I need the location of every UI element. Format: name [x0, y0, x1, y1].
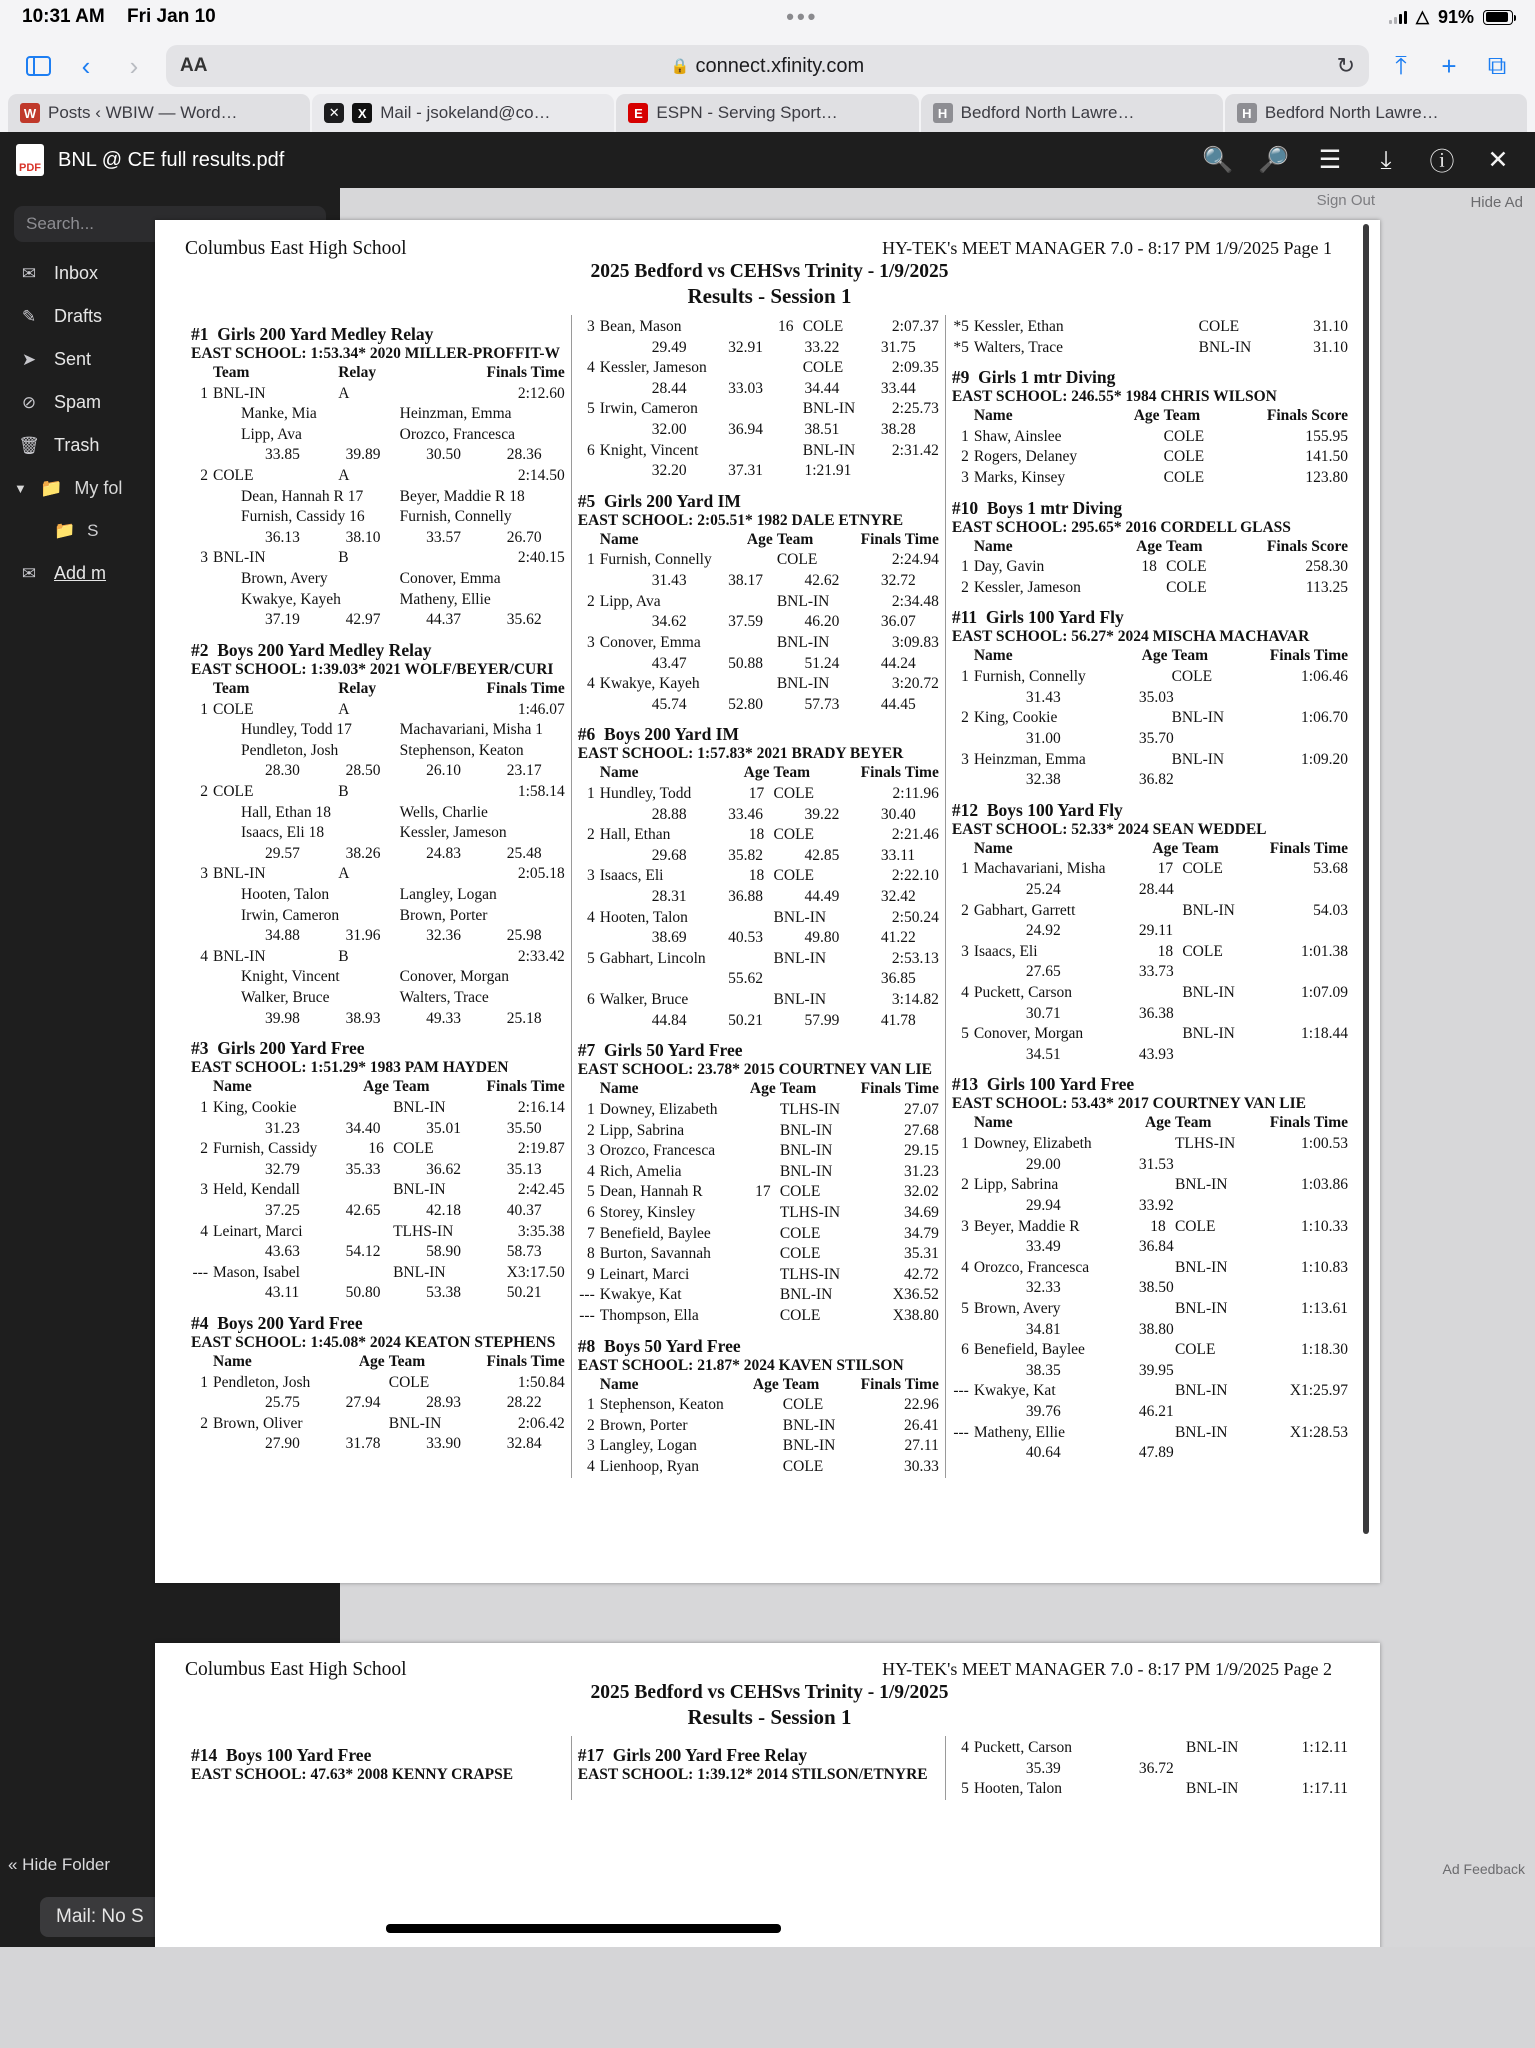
sidebar-item-label: Spam [54, 392, 102, 412]
table-row: 3 BNL-IN A 2:05.18 [200, 865, 565, 883]
table-row: Dean, Hannah R 17 Beyer, Maddie R 18 [241, 487, 525, 505]
share-button[interactable]: ⤒ [1395, 50, 1407, 80]
table-row: 2 Brown, Oliver BNL-IN 2:06.42 [200, 1414, 565, 1432]
doc-column-2 [571, 315, 945, 1478]
table-row: 2 Hall, Ethan 18 COLE 2:21.46 [587, 826, 939, 844]
tab-wbiw[interactable] [8, 94, 310, 132]
table-row: --- Kwakye, Kat BNL-IN X36.52 [579, 1286, 939, 1304]
results-document [155, 220, 1380, 1583]
doc2-column-2 [571, 1736, 945, 1800]
table-row: 35.39 36.72 [1025, 1759, 1174, 1777]
table-row: 9 Leinart, Marci TLHS-IN 42.72 [587, 1265, 939, 1283]
event-heading: #5 Girls 200 Yard IM [577, 490, 741, 511]
event-table-3: Name Age Team Finals Time 1 King, Cookie BNL-IN 2:16.14 31.23 34.40 35.01 35.50 2 Furnish, Cassidy 16 COLE 2:19.87 32.79 35.33 36.62 35.13 3 Held, Kendall BNL-IN 2:42.45 37.25 42.65 42.18 40.37 4 Leinart, Marci TLHS-IN 3:35.38 43.63 54.12 58.90 58.73 --- Mason, Isabel BNL-IN X3:17.50 43.11 50.80 53.38 50.21 [191, 1077, 565, 1304]
table-row: Hall, Ethan 18 Wells, Charlie [241, 803, 488, 821]
event-heading: #6 Boys 200 Yard IM [577, 724, 739, 745]
event-table-4-continued [578, 317, 939, 482]
event-heading: #9 Girls 1 mtr Diving [951, 367, 1116, 388]
table-row: 5 Hooten, Talon BNL-IN 1:17.11 [961, 1780, 1348, 1798]
event-table-2: Team Relay Finals Time 1 COLE A 1:46.07 Hundley, Todd 17 Machavariani, Misha 1 Pendleton, Josh Stephenson, Keaton 28.30 28.50 26.10 23.17 2 COLE B 1:58.14 Hall, Ethan 18 Wells, Charlie Isaacs, Eli 18 Kessler, Jameson 29.57 38.26 24.83 25.48 3 BNL-IN A 2:05.18 Hooten, Talon Langley, Logan Irwin, Cameron Brown, Porter 34.88 31.96 32.36 25.98 4 BNL-IN B 2:33.42 Knight, Vincent Conover, Morgan Walker, Bruce Walters, Trace 39.98 38.93 49.33 25.18 [191, 679, 565, 1029]
status-bar [0, 0, 1535, 34]
search-placeholder: Search... [26, 214, 95, 233]
table-row: 28.30 28.50 26.10 23.17 [265, 762, 542, 780]
table-row: 2 Lipp, Sabrina BNL-IN 27.68 [587, 1121, 939, 1139]
menu-icon[interactable]: ☰ [1318, 146, 1342, 174]
event-table-1: Team Relay Finals Time 1 BNL-IN A 2:12.60 Manke, Mia Heinzman, Emma Lipp, Ava Orozco, Francesca 33.85 39.89 30.50 28.36 2 COLE A 2:14.50 Dean, Hannah R 17 Beyer, Maddie R 18 Furnish, Cassidy 16 Furnish, Connelly 36.13 38.10 33.57 26.70 3 BNL-IN B 2:40.15 Brown, Avery Conover, Emma Kwakye, Kayeh Matheny, Ellie 37.19 42.97 44.37 35.62 [191, 363, 565, 631]
address-bar[interactable] [166, 45, 1369, 87]
table-row: 27.90 31.78 33.90 32.84 [265, 1435, 542, 1453]
table-row: Lipp, Ava Orozco, Francesca [241, 425, 515, 443]
table-row: 43.63 54.12 58.90 58.73 [265, 1243, 542, 1261]
zoom-out-icon[interactable]: 🔍 [1202, 145, 1234, 174]
event-heading: #11 Girls 100 Yard Fly [951, 607, 1124, 628]
table-row: 29.68 35.82 42.85 33.11 [651, 846, 916, 864]
pdf-file-icon: PDF [16, 144, 44, 176]
table-row: 39.76 46.21 [1025, 1402, 1174, 1420]
table-row: 32.20 37.31 1:21.91 [651, 462, 852, 480]
event-table-4: Name Age Team Finals Time 1 Pendleton, Josh COLE 1:50.84 25.75 27.94 28.93 28.22 2 Brown, Oliver BNL-IN 2:06.42 27.90 31.78 33.90 32.84 [191, 1352, 565, 1455]
send-icon: ➤ [21, 349, 37, 369]
event-table-5: Name Age Team Finals Time 1 Furnish, Connelly COLE 2:24.94 31.43 38.17 42.62 32.72 2 Lipp, Ava BNL-IN 2:34.48 34.62 37.59 46.20 36.07 3 Conover, Emma BNL-IN 3:09.83 43.47 50.88 51.24 44.24 4 Kwakye, Kayeh BNL-IN 3:20.72 45.74 52.80 57.73 44.45 [578, 530, 939, 715]
table-row: 3 Langley, Logan BNL-IN 27.11 [587, 1437, 939, 1455]
pdf-page-2 [155, 1643, 1380, 1947]
session-title: Results - Session 1 [687, 1705, 852, 1729]
table-row: 4 BNL-IN B 2:33.42 [200, 947, 565, 965]
favicon-bnl: H [1237, 103, 1257, 123]
table-row: 38.35 39.95 [1025, 1361, 1174, 1379]
table-row: 4 Hooten, Talon BNL-IN 2:50.24 [587, 908, 939, 926]
dynamic-island-dots: ••• [786, 4, 819, 29]
table-row: 2 Lipp, Ava BNL-IN 2:34.48 [587, 592, 939, 610]
table-row: 34.88 31.96 32.36 25.98 [265, 927, 542, 945]
show-tabs-button[interactable]: ⧉ [1487, 50, 1507, 80]
table-row: 32.00 36.94 38.51 38.28 [651, 421, 916, 439]
tab-label: Mail - jsokeland@co… [380, 103, 551, 122]
table-row: 28.31 36.88 44.49 32.42 [651, 888, 916, 906]
table-row: 2 Brown, Porter BNL-IN 26.41 [587, 1416, 939, 1434]
pencil-icon: ✎ [21, 306, 37, 326]
event-record: EAST SCHOOL: 21.87* 2024 KAVEN STILSON [577, 1356, 904, 1374]
table-row: 34.81 38.80 [1025, 1320, 1174, 1338]
page-zoom-button[interactable]: AA [180, 55, 208, 76]
status-indicators [1389, 7, 1513, 28]
table-row: 1 Stephenson, Keaton COLE 22.96 [587, 1396, 939, 1414]
table-row: 24.92 29.11 [1025, 922, 1174, 940]
table-row: 1 BNL-IN A 2:12.60 [200, 384, 565, 402]
envelope-plus-icon: ✉ [21, 563, 37, 583]
table-row: 2 COLE A 2:14.50 [200, 467, 565, 485]
event-table-6: Name Age Team Finals Time 1 Hundley, Todd 17 COLE 2:11.96 28.88 33.46 39.22 30.40 2 Hall, Ethan 18 COLE 2:21.46 29.68 35.82 42.85 33.11 3 Isaacs, Eli 18 COLE 2:22.10 28.31 36.88 44.49 32.42 4 Hooten, Talon BNL-IN 2:50.24 38.69 40.53 49.80 41.22 5 Gabhart, Lincoln BNL-IN 2:53.13 55.62 36.85 6 Walker, Bruce BNL-IN 3:14.82 44.84 50.21 57.99 41.78 [578, 763, 939, 1031]
table-row: 29.00 31.53 [1025, 1155, 1174, 1173]
table-row: 1 Day, Gavin 18 COLE 258.30 [961, 558, 1348, 576]
table-row: 34.62 37.59 46.20 36.07 [651, 613, 916, 631]
wifi-icon: △ [1415, 7, 1429, 26]
envelope-icon: ✉ [21, 263, 37, 283]
sidebar-icon [26, 56, 51, 76]
table-row: 3 Bean, Mason 16 COLE 2:07.37 [587, 318, 939, 335]
event-record: EAST SCHOOL: 1:45.08* 2024 KEATON STEPHENS [191, 1333, 556, 1351]
table-row: 37.19 42.97 44.37 35.62 [265, 611, 542, 629]
ban-icon: ⊘ [21, 392, 37, 412]
table-row: 1 Downey, Elizabeth TLHS-IN 27.07 [587, 1100, 939, 1118]
status-date: Fri Jan 10 [127, 6, 216, 27]
status-center-dots [216, 6, 1389, 28]
table-row: 5 Irwin, Cameron BNL-IN 2:25.73 [587, 400, 939, 418]
table-row: 1 Furnish, Connelly COLE 2:24.94 [587, 551, 939, 569]
table-row: Manke, Mia Heinzman, Emma [241, 405, 512, 423]
meet-title: 2025 Bedford vs CEHSvs Trinity - 1/9/2025 [590, 1682, 949, 1703]
tab-label: ESPN - Serving Sport… [656, 103, 838, 122]
url-text-wrap [166, 55, 1369, 78]
table-row: 6 Knight, Vincent BNL-IN 2:31.42 [587, 441, 939, 459]
event-heading: #10 Boys 1 mtr Diving [951, 497, 1123, 518]
event-table-page2 [952, 1738, 1348, 1800]
school-name: Columbus East High School [185, 238, 407, 259]
event-record: EAST SCHOOL: 1:39.03* 2021 WOLF/BEYER/CURI [191, 660, 554, 678]
pdf-scrollbar[interactable] [1363, 224, 1369, 1534]
table-row: 45.74 52.80 57.73 44.45 [651, 695, 916, 713]
table-row: 31.43 38.17 42.62 32.72 [651, 572, 916, 590]
table-row: 5 Dean, Hannah R 17 COLE 32.02 [587, 1183, 939, 1201]
table-row: Kwakye, Kayeh Matheny, Ellie [241, 590, 491, 608]
pdf-file-name: BNL @ CE full results.pdf [58, 148, 285, 171]
table-row: 38.69 40.53 49.80 41.22 [651, 929, 916, 947]
event-record: EAST SCHOOL: 23.78* 2015 COURTNEY VAN LIE [577, 1061, 932, 1079]
event-heading: #17 Girls 200 Yard Free Relay [577, 1745, 808, 1765]
table-row: 31.23 34.40 35.01 35.50 [265, 1119, 542, 1137]
table-row: 2 COLE B 1:58.14 [200, 782, 565, 800]
table-row: 32.33 38.50 [1025, 1279, 1174, 1297]
table-row: 4 Puckett, Carson BNL-IN 1:07.09 [961, 984, 1348, 1002]
sidebar-item-label: Sent [54, 349, 92, 369]
table-row: 30.71 36.38 [1025, 1004, 1174, 1022]
tab-label: Bedford North Lawre… [960, 103, 1135, 122]
pdf-page-1 [155, 220, 1380, 1583]
forward-button[interactable]: › [129, 50, 139, 81]
event-record: EAST SCHOOL: 1:57.83* 2021 BRADY BEYER [577, 745, 904, 763]
url-text: connect.xfinity.com [695, 54, 865, 77]
table-row: 3 Heinzman, Emma BNL-IN 1:09.20 [961, 750, 1348, 768]
pdf-page-separator [386, 1924, 781, 1933]
table-row: 37.25 42.65 42.18 40.37 [265, 1201, 542, 1219]
zoom-in-icon[interactable]: 🔎 [1258, 145, 1290, 174]
new-tab-button[interactable]: + [1441, 50, 1457, 81]
event-record: EAST SCHOOL: 1:51.29* 1983 PAM HAYDEN [191, 1059, 509, 1077]
tab-mail[interactable] [312, 94, 614, 132]
status-time: 10:31 AM [22, 6, 105, 27]
table-row: Hooten, Talon Langley, Logan [241, 886, 497, 904]
table-row: 3 Marks, Kinsey COLE 123.80 [961, 469, 1348, 487]
event-heading: #12 Boys 100 Yard Fly [951, 799, 1123, 820]
browser-toolbar [0, 34, 1535, 94]
table-row: 7 Benefield, Baylee COLE 34.79 [587, 1224, 939, 1242]
table-row: 3 Orozco, Francesca BNL-IN 29.15 [587, 1142, 939, 1160]
doc2-column-3 [945, 1736, 1354, 1800]
battery-percent: 91% [1437, 6, 1474, 27]
table-row: 28.44 33.03 34.44 33.44 [651, 379, 916, 397]
table-row: 25.75 27.94 28.93 28.22 [265, 1394, 542, 1412]
table-row: --- Kwakye, Kat BNL-IN X1:25.97 [953, 1382, 1348, 1400]
sign-out-link[interactable]: Sign Out [1316, 192, 1375, 209]
back-button[interactable]: ‹ [81, 50, 91, 81]
table-row: --- Matheny, Ellie BNL-IN X1:28.53 [953, 1423, 1348, 1441]
event-heading: #3 Girls 200 Yard Free [191, 1038, 365, 1059]
sidebar-item-label: Inbox [54, 263, 99, 283]
table-row: 1 Shaw, Ainslee COLE 155.95 [961, 427, 1348, 445]
table-row: 5 Conover, Morgan BNL-IN 1:18.44 [961, 1025, 1348, 1043]
table-row: 4 Lienhoop, Ryan COLE 30.33 [587, 1458, 939, 1476]
event-record: EAST SCHOOL: 47.63* 2008 KENNY CRAPSE [191, 1766, 514, 1783]
favicon-mail: X [352, 103, 372, 123]
table-row: 2 Furnish, Cassidy 16 COLE 2:19.87 [200, 1140, 565, 1158]
table-row: 6 Benefield, Baylee COLE 1:18.30 [961, 1341, 1348, 1359]
table-row: 29.94 33.92 [1025, 1196, 1174, 1214]
school-name: Columbus East High School [185, 1659, 407, 1680]
event-record: EAST SCHOOL: 246.55* 1984 CHRIS WILSON [951, 388, 1277, 406]
table-row: 43.47 50.88 51.24 44.24 [651, 654, 916, 672]
table-row: Walker, Bruce Walters, Trace [241, 989, 489, 1007]
event-table-13: Name Age Team Finals Time 1 Downey, Elizabeth TLHS-IN 1:00.53 29.00 31.53 2 Lipp, Sabrina BNL-IN 1:03.86 29.94 33.92 3 Beyer, Maddie R 18 COLE 1:10.33 33.49 36.84 4 Orozco, Francesca BNL-IN 1:10.83 32.33 38.50 5 Brown, Avery BNL-IN 1:13.61 34.81 38.80 6 Benefield, Baylee COLE 1:18.30 38.35 39.95 --- Kwakye, Kat BNL-IN X1:25.97 39.76 46.21 --- Matheny, Ellie BNL-IN X1:28.53 40.64 47.89 [952, 1113, 1348, 1463]
table-row: 3 Isaacs, Eli 18 COLE 1:01.38 [961, 942, 1348, 960]
event-table-9: Name Age Team Finals Score 1 Shaw, Ainslee COLE 155.95 2 Rogers, Delaney COLE 141.50 3 Marks, Kinsey COLE 123.80 [952, 406, 1348, 488]
table-row: 2 Lipp, Sabrina BNL-IN 1:03.86 [961, 1176, 1348, 1194]
table-row: Isaacs, Eli 18 Kessler, Jameson [241, 824, 507, 842]
close-icon[interactable]: ✕ [324, 103, 344, 123]
meet-manager-header: HY-TEK's MEET MANAGER 7.0 - 8:17 PM 1/9/2025 Page 1 [882, 238, 1332, 258]
table-row: 1 Machavariani, Misha 17 COLE 53.68 [961, 860, 1348, 878]
meet-manager-header: HY-TEK's MEET MANAGER 7.0 - 8:17 PM 1/9/2025 Page 2 [882, 1659, 1332, 1679]
table-row: 1 Hundley, Todd 17 COLE 2:11.96 [587, 784, 939, 802]
table-row: 3 Beyer, Maddie R 18 COLE 1:10.33 [961, 1217, 1348, 1235]
session-title: Results - Session 1 [687, 284, 852, 308]
event-table-8: Name Age Team Finals Time 1 Stephenson, Keaton COLE 22.96 2 Brown, Porter BNL-IN 26.41 3 Langley, Logan BNL-IN 27.11 4 Lienhoop, Ryan COLE 30.33 [578, 1375, 939, 1478]
table-row: 2 Rogers, Delaney COLE 141.50 [961, 448, 1348, 466]
lock-icon: 🔒 [670, 58, 690, 75]
table-row: 4 Rich, Amelia BNL-IN 31.23 [587, 1162, 939, 1180]
event-heading: #14 Boys 100 Yard Free [191, 1745, 372, 1765]
table-row: 6 Storey, Kinsley TLHS-IN 34.69 [587, 1203, 939, 1221]
tab-label: Bedford North Lawre… [1264, 103, 1439, 122]
table-row: 34.51 43.93 [1025, 1045, 1174, 1063]
event-table-11: Name Age Team Finals Time 1 Furnish, Connelly COLE 1:06.46 31.43 35.03 2 King, Cookie BNL-IN 1:06.70 31.00 35.70 3 Heinzman, Emma BNL-IN 1:09.20 32.38 36.82 [952, 646, 1348, 790]
event-record: EAST SCHOOL: 52.33* 2024 SEAN WEDDEL [951, 820, 1267, 838]
tab-bnl-1[interactable] [921, 94, 1223, 132]
table-row: 29.49 32.91 33.22 31.75 [651, 338, 916, 356]
table-row: 33.49 36.84 [1025, 1238, 1174, 1256]
info-icon[interactable]: ⓘ [1429, 148, 1455, 176]
doc2-column-1 [185, 1736, 571, 1800]
chevron-down-icon[interactable]: ▼ [14, 481, 27, 496]
tab-label: Posts ‹ WBIW — Word… [48, 103, 238, 122]
event-heading: #4 Boys 200 Yard Free [191, 1312, 363, 1333]
reload-button[interactable]: ↻ [1336, 53, 1355, 78]
meet-title: 2025 Bedford vs CEHSvs Trinity - 1/9/2025 [590, 261, 949, 282]
sidebar-item-label: Trash [54, 435, 100, 455]
table-row: 5 Brown, Avery BNL-IN 1:13.61 [961, 1299, 1348, 1317]
pdf-toolbar [0, 132, 1535, 188]
event-record: EAST SCHOOL: 56.27* 2024 MISCHA MACHAVAR [951, 628, 1310, 646]
trash-icon: 🗑 [18, 435, 40, 455]
event-heading: #8 Boys 50 Yard Free [577, 1335, 741, 1356]
event-table-8-continued [952, 317, 1348, 358]
event-record: EAST SCHOOL: 2:05.51* 1982 DALE ETNYRE [577, 511, 904, 529]
table-row: 1 Pendleton, Josh COLE 1:50.84 [200, 1373, 565, 1391]
hide-folders-button[interactable]: « Hide Folder [8, 1855, 111, 1874]
table-row: Irwin, Cameron Brown, Porter [241, 906, 488, 924]
event-heading: #2 Boys 200 Yard Medley Relay [191, 639, 432, 660]
hide-ad-link[interactable]: Hide Ad [1470, 194, 1523, 211]
event-record: EAST SCHOOL: 1:53.34* 2020 MILLER-PROFFIT-W [191, 345, 561, 362]
table-row: 4 Leinart, Marci TLHS-IN 3:35.38 [200, 1222, 565, 1240]
event-record: EAST SCHOOL: 1:39.12* 2014 STILSON/ETNYRE [577, 1766, 928, 1783]
table-row: 4 Puckett, Carson BNL-IN 1:12.11 [961, 1739, 1348, 1756]
folder-icon: 📁 [54, 521, 76, 540]
table-row: 2 Gabhart, Garrett BNL-IN 54.03 [961, 901, 1348, 919]
close-icon[interactable]: ✕ [1487, 146, 1509, 174]
favicon-wbiw: W [20, 103, 40, 123]
doc-column-1 [185, 315, 571, 1478]
table-row: 33.85 39.89 30.50 28.36 [265, 446, 542, 464]
event-table-10: Name Age Team Finals Score 1 Day, Gavin 18 COLE 258.30 2 Kessler, Jameson COLE 113.25 [952, 537, 1348, 599]
table-row: 6 Walker, Bruce BNL-IN 3:14.82 [587, 991, 939, 1009]
table-row: 4 Kwakye, Kayeh BNL-IN 3:20.72 [587, 675, 939, 693]
favicon-espn: E [628, 103, 648, 123]
doc-column-3 [945, 315, 1354, 1478]
table-row: Knight, Vincent Conover, Morgan [241, 968, 509, 986]
sidebar-toggle-button[interactable] [16, 44, 60, 88]
table-row: 31.43 35.03 [1025, 688, 1174, 706]
battery-icon [1483, 10, 1513, 25]
table-row: 5 Gabhart, Lincoln BNL-IN 2:53.13 [587, 949, 939, 967]
table-row: 3 Isaacs, Eli 18 COLE 2:22.10 [587, 867, 939, 885]
table-row: 2 Kessler, Jameson COLE 113.25 [961, 578, 1348, 596]
table-row: 39.98 38.93 49.33 25.18 [265, 1009, 542, 1027]
table-row: 55.62 36.85 [728, 970, 916, 988]
event-record: EAST SCHOOL: 295.65* 2016 CORDELL GLASS [951, 518, 1291, 536]
table-row: Furnish, Cassidy 16 Furnish, Connelly [241, 508, 512, 526]
table-row: 43.11 50.80 53.38 50.21 [265, 1284, 542, 1302]
tab-bnl-2[interactable] [1225, 94, 1527, 132]
table-row: 1 Furnish, Connelly COLE 1:06.46 [961, 668, 1348, 686]
table-row: 4 Orozco, Francesca BNL-IN 1:10.83 [961, 1258, 1348, 1276]
table-row: 29.57 38.26 24.83 25.48 [265, 844, 542, 862]
table-row: 44.84 50.21 57.99 41.78 [651, 1011, 916, 1029]
favicon-bnl: H [933, 103, 953, 123]
table-row: 3 Conover, Emma BNL-IN 3:09.83 [587, 633, 939, 651]
sidebar-item-label: My fol [74, 478, 123, 498]
table-row: 32.79 35.33 36.62 35.13 [265, 1160, 542, 1178]
table-row: *5 Walters, Trace BNL-IN 31.10 [953, 338, 1348, 356]
table-row: Pendleton, Josh Stephenson, Keaton [241, 741, 524, 759]
tab-strip [0, 94, 1535, 132]
table-row: 31.00 35.70 [1025, 729, 1174, 747]
table-row: Hundley, Todd 17 Machavariani, Misha 1 [241, 721, 543, 739]
mail-status-banner: Mail: No S [40, 1897, 330, 1937]
event-heading: #1 Girls 200 Yard Medley Relay [191, 324, 434, 344]
table-row: 2 King, Cookie BNL-IN 1:06.70 [961, 709, 1348, 727]
table-row: 1 King, Cookie BNL-IN 2:16.14 [200, 1098, 565, 1116]
folder-icon: 📁 [40, 478, 63, 498]
event-heading: #13 Girls 100 Yard Free [951, 1074, 1135, 1095]
event-table-12: Name Age Team Finals Time 1 Machavariani, Misha 17 COLE 53.68 25.24 28.44 2 Gabhart, Garrett BNL-IN 54.03 24.92 29.11 3 Isaacs, Eli 18 COLE 1:01.38 27.65 33.73 4 Puckett, Carson BNL-IN 1:07.09 30.71 36.38 5 Conover, Morgan BNL-IN 1:18.44 34.51 43.93 [952, 839, 1348, 1066]
table-row: Brown, Avery Conover, Emma [241, 570, 501, 588]
table-row: 36.13 38.10 33.57 26.70 [265, 528, 542, 546]
download-icon[interactable]: ⤓ [1380, 145, 1392, 174]
table-row: --- Mason, Isabel BNL-IN X3:17.50 [192, 1263, 565, 1281]
table-row: 32.38 36.82 [1025, 771, 1174, 789]
sidebar-item-label: Drafts [54, 306, 103, 326]
table-row: 4 Kessler, Jameson COLE 2:09.35 [587, 359, 939, 377]
table-row: 27.65 33.73 [1025, 963, 1174, 981]
table-row: 3 Held, Kendall BNL-IN 2:42.45 [200, 1181, 565, 1199]
table-row: 8 Burton, Savannah COLE 35.31 [587, 1245, 939, 1263]
table-row: 25.24 28.44 [1025, 880, 1174, 898]
tab-espn[interactable] [616, 94, 918, 132]
event-table-7: Name Age Team Finals Time 1 Downey, Elizabeth TLHS-IN 27.07 2 Lipp, Sabrina BNL-IN 27.68 3 Orozco, Francesca BNL-IN 29.15 4 Rich, Amelia BNL-IN 31.23 5 Dean, Hannah R 17 COLE 32.02 6 Storey, Kinsley TLHS-IN 34.69 7 Benefield, Baylee COLE 34.79 8 Burton, Savannah COLE 35.31 9 Leinart, Marci TLHS-IN 42.72 --- Kwakye, Kat BNL-IN X36.52 --- Thompson, Ella COLE X38.80 [578, 1079, 939, 1326]
ad-feedback-link[interactable]: Ad Feedback [1442, 1861, 1525, 1877]
event-heading: #7 Girls 50 Yard Free [577, 1040, 743, 1061]
table-row: 3 BNL-IN B 2:40.15 [200, 549, 565, 567]
table-row: 28.88 33.46 39.22 30.40 [651, 805, 916, 823]
cellular-signal-icon [1389, 10, 1407, 24]
table-row: 1 COLE A 1:46.07 [200, 700, 565, 718]
table-row: *5 Kessler, Ethan COLE 31.10 [953, 318, 1348, 335]
event-record: EAST SCHOOL: 53.43* 2017 COURTNEY VAN LIE [951, 1095, 1307, 1113]
sidebar-subfolder-label: S [87, 521, 99, 540]
results-document-page2 [155, 1643, 1380, 1947]
content-area [0, 188, 1535, 1947]
table-row: --- Thompson, Ella COLE X38.80 [579, 1306, 939, 1324]
add-more-label: Add m [54, 563, 107, 583]
table-row: 1 Downey, Elizabeth TLHS-IN 1:00.53 [961, 1135, 1348, 1153]
table-row: 40.64 47.89 [1025, 1444, 1174, 1462]
